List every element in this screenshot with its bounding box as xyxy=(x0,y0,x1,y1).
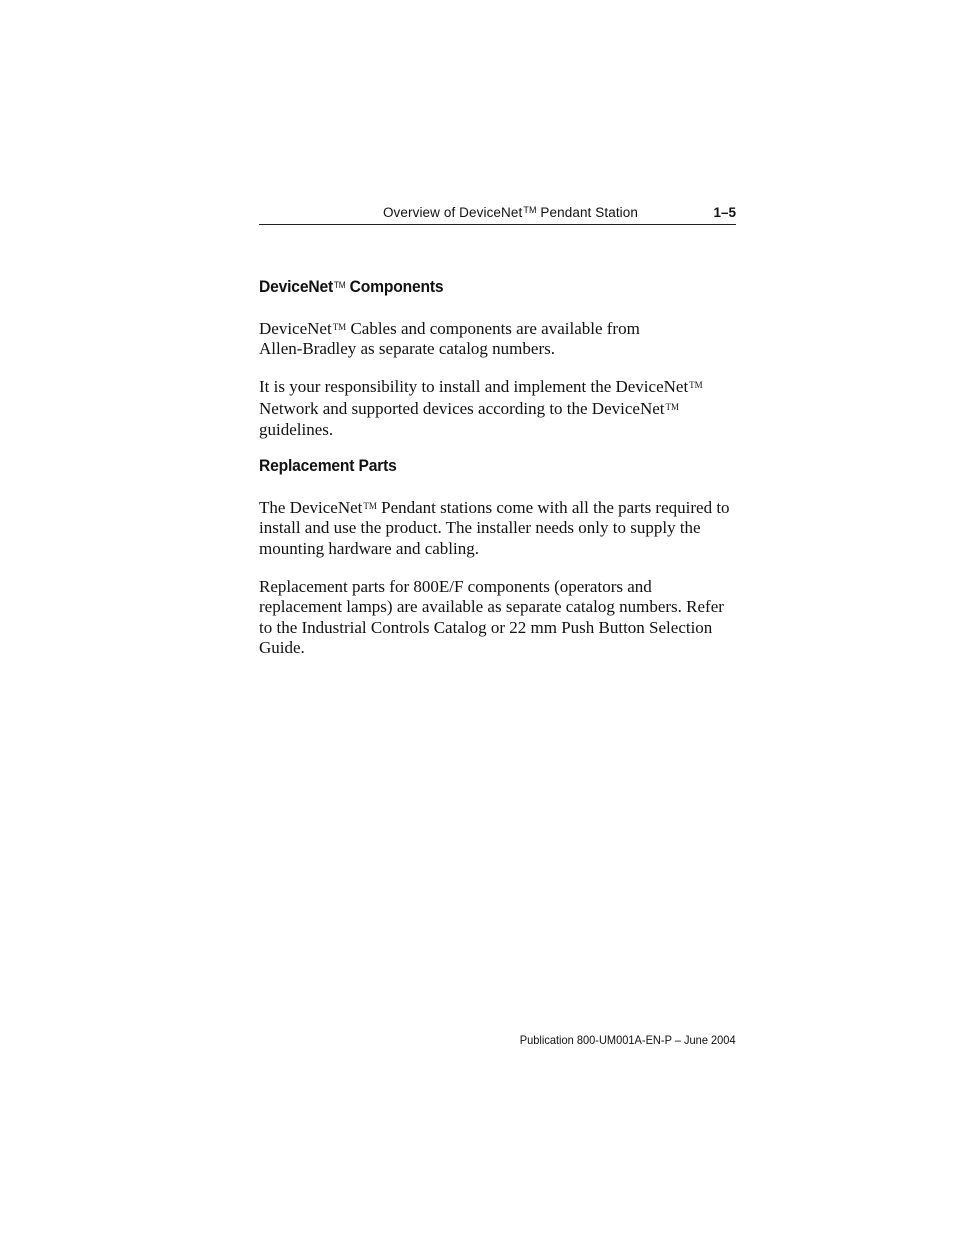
paragraph-cables: DeviceNet™ Cables and components are available from Allen-Bradley as separate catalog numbers. xyxy=(259,319,640,359)
section-heading-replacement-parts: Replacement Parts xyxy=(259,456,397,475)
paragraph-responsibility: It is your responsibility to install and implement the DeviceNet™ Network and supported devices according to the DeviceNet™ guidelines. xyxy=(259,377,703,439)
trademark-mark: TM xyxy=(333,280,346,290)
page-number: 1–5 xyxy=(713,205,736,220)
trademark-mark: TM xyxy=(665,402,679,413)
trademark-mark: TM xyxy=(332,322,347,332)
section-heading-devicenet-components: DeviceNet™ Components xyxy=(259,277,444,296)
paragraph-pendant-stations: The DeviceNet™ Pendant stations come with all the parts required to install and use the product. The installer needs only to supply the mounting hardware and cabling. xyxy=(259,498,730,558)
publication-footer: Publication 800-UM001A-EN-P – June 2004 xyxy=(520,1033,736,1047)
trademark-mark: TM xyxy=(363,501,377,511)
running-header xyxy=(259,204,736,225)
trademark-mark: TM xyxy=(689,380,703,390)
paragraph-replacement-parts: Replacement parts for 800E/F components (operators and replacement lamps) are available as separate catalog numbers. Refer to the Industrial Controls Catalog or 22 mm Push Button Selection Guide. xyxy=(259,577,724,657)
header-title: Overview of DeviceNet™ Pendant Station xyxy=(382,205,638,220)
trademark-mark: TM xyxy=(523,205,537,215)
